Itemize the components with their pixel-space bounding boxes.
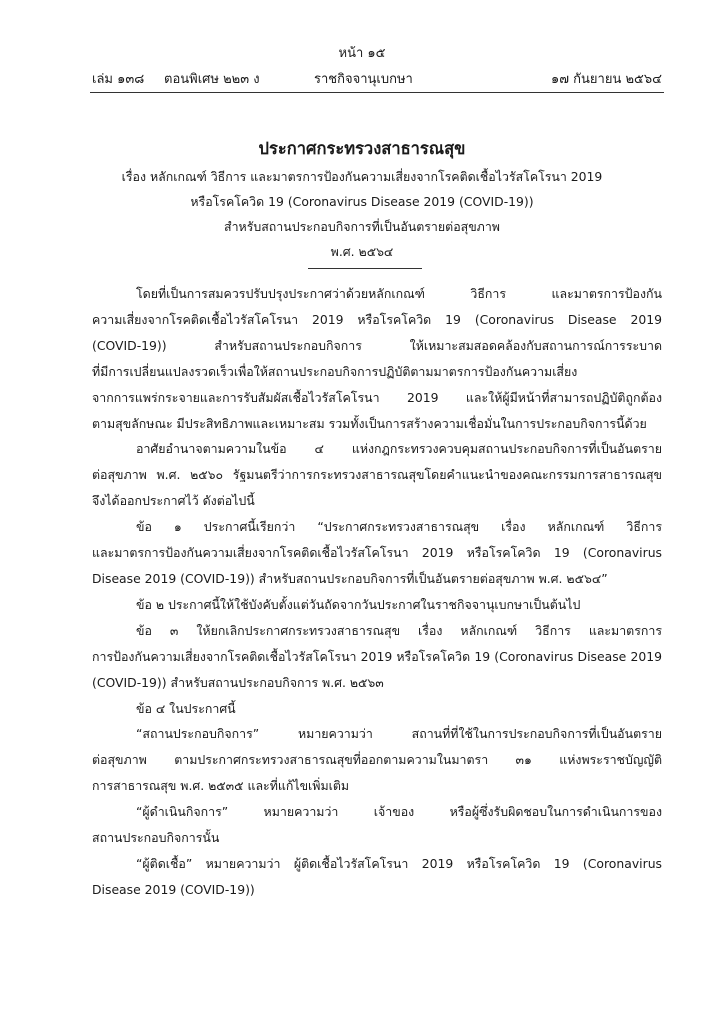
page-number: หน้า ๑๕ (338, 46, 386, 61)
gazette-header-row (92, 68, 662, 86)
body-line: ต่อสุขภาพ ตามประกาศกระทรวงสาธารณสุขที่ออกตามความในมาตรา ๓๑ แห่งพระราชบัญญัติ (92, 752, 662, 768)
announcement-title: ประกาศกระทรวงสาธารณสุข (258, 139, 466, 158)
body-line: ข้อ ๑ ประกาศนี้เรียกว่า “ประกาศกระทรวงสาธารณสุข เรื่อง หลักเกณฑ์ วิธีการ (136, 519, 662, 535)
subject-line: เรื่อง หลักเกณฑ์ วิธีการ และมาตรการป้องกันความเสี่ยงจากโรคติดเชื้อไวรัสโคโรนา 2019 (121, 169, 603, 184)
body-line: จากการแพร่กระจายและการรับสัมผัสเชื้อไวรัสโคโรนา 2019 และให้ผู้มีหน้าที่สามารถปฏิบัติถูกต้อง (92, 389, 662, 405)
body-line: Disease 2019 (COVID-19)) (92, 881, 255, 897)
body-line: “ผู้ติดเชื้อ” หมายความว่า ผู้ติดเชื้อไวรัสโคโรนา 2019 หรือโรคโควิด 19 (Coronavirus (136, 855, 662, 871)
announcement-year: พ.ศ. ๒๕๖๔ (330, 244, 394, 259)
body-line: ข้อ ๓ ให้ยกเลิกประกาศกระทรวงสาธารณสุข เรื่อง หลักเกณฑ์ วิธีการ และมาตรการ (136, 622, 662, 638)
body-line: ตามสุขลักษณะ มีประสิทธิภาพและเหมาะสม รวมทั้งเป็นการสร้างความเชื่อมั่นในการประกอบกิจการนี้ด้วย (92, 415, 647, 431)
header-divider (90, 92, 664, 93)
body-line: ต่อสุขภาพ พ.ศ. ๒๕๖๐ รัฐมนตรีว่าการกระทรวงสาธารณสุขโดยคำแนะนำของคณะกรรมการสาธารณสุข (92, 467, 662, 483)
body-line: อาศัยอำนาจตามความในข้อ ๔ แห่งกฎกระทรวงควบคุมสถานประกอบกิจการที่เป็นอันตราย (136, 441, 662, 457)
volume-label: เล่ม ๑๓๘ (92, 72, 145, 87)
body-line: (COVID-19)) สำหรับสถานประกอบกิจการ ให้เหมาะสมสอดคล้องกับสถานการณ์การระบาด (92, 337, 662, 353)
body-line: “ผู้ดำเนินกิจการ” หมายความว่า เจ้าของ หรือผู้ซึ่งรับผิดชอบในการดำเนินการของ (136, 804, 662, 820)
gazette-name: ราชกิจจานุเบกษา (314, 72, 413, 87)
body-line: โดยที่เป็นการสมควรปรับปรุงประกาศว่าด้วยหลักเกณฑ์ วิธีการ และมาตรการป้องกัน (136, 286, 662, 301)
body-line: จึงได้ออกประกาศไว้ ดังต่อไปนี้ (92, 493, 255, 509)
subject-line: สำหรับสถานประกอบกิจการที่เป็นอันตรายต่อสุขภาพ (224, 219, 500, 234)
body-line: (COVID-19)) สำหรับสถานประกอบกิจการ พ.ศ. ๒๕๖๓ (92, 674, 384, 690)
body-line: การสาธารณสุข พ.ศ. ๒๕๓๕ และที่แก้ไขเพิ่มเติม (92, 778, 350, 794)
body-line: ความเสี่ยงจากโรคติดเชื้อไวรัสโคโรนา 2019 หรือโรคโควิด 19 (Coronavirus Disease 2019 (92, 311, 662, 327)
section-label: ตอนพิเศษ ๒๒๓ ง (164, 72, 260, 87)
announcement-body (92, 281, 662, 903)
body-line: การป้องกันความเสี่ยงจากโรคติดเชื้อไวรัสโคโรนา 2019 หรือโรคโควิด 19 (Coronavirus Disease 2019 (92, 648, 662, 664)
body-line: สถานประกอบกิจการนั้น (92, 830, 220, 846)
body-line: และมาตรการป้องกันความเสี่ยงจากโรคติดเชื้อไวรัสโคโรนา 2019 หรือโรคโควิด 19 (Coronavirus (92, 545, 662, 561)
body-line: “สถานประกอบกิจการ” หมายความว่า สถานที่ที่ใช้ในการประกอบกิจการที่เป็นอันตราย (136, 726, 662, 742)
body-line: ข้อ ๔ ในประกาศนี้ (136, 700, 236, 716)
body-line: Disease 2019 (COVID-19)) สำหรับสถานประกอบกิจการที่เป็นอันตรายต่อสุขภาพ พ.ศ. ๒๕๖๔” (92, 570, 608, 586)
subject-line: หรือโรคโควิด 19 (Coronavirus Disease 2019 (COVID-19)) (190, 194, 534, 209)
body-line: ข้อ ๒ ประกาศนี้ให้ใช้บังคับตั้งแต่วันถัดจากวันประกาศในราชกิจจานุเบกษาเป็นต้นไป (136, 596, 581, 612)
title-divider (308, 268, 422, 269)
issue-date: ๑๗ กันยายน ๒๕๖๔ (551, 72, 662, 87)
body-line: ที่มีการเปลี่ยนแปลงรวดเร็วเพื่อให้สถานประกอบกิจการปฏิบัติตามมาตรการป้องกันความเสี่ยง (92, 363, 578, 379)
